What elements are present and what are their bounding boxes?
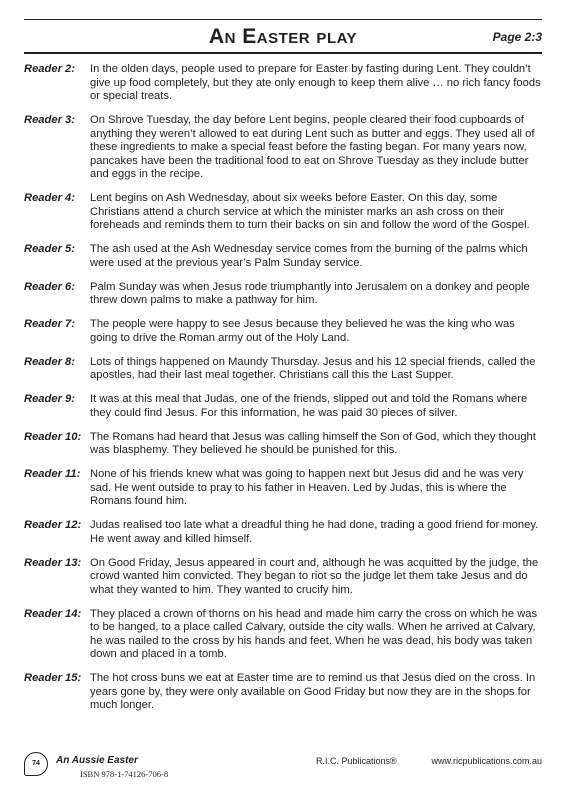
header [24,21,542,49]
reader-entry [24,63,542,104]
reader-line: They placed a crown of thorns on his head and made him carry the cross on which he was to be hanged, to a place called Calvary, outside the city walls. When he arrived at Calvary, he was nailed to the cross by his hands and feet. When he was dead, his body was taken down and placed in a tomb. [90,607,538,660]
reader-line: The people were happy to see Jesus because they believed he was the king who was going to drive the Roman army out of the Holy Land. [90,318,515,344]
reader-line: Lots of things happened on Maundy Thursday. Jesus and his 12 special friends, called the apostles, had their last meal together. Christians call this the Last Supper. [90,355,536,381]
page-title: An Easter play [208,25,358,48]
reader-line: On Good Friday, Jesus appeared in court and, although he was acquitted by the judge, the crowd wanted him convicted. They began to riot so the judge let them take Jesus and do what they wanted to him. They wanted to crucify him. [90,556,539,596]
reader-line: The ash used at the Ash Wednesday service comes from the burning of the palms which were used at the previous year’s Palm Sunday service. [90,243,528,269]
reader-entry [24,318,542,345]
reader-line: Lent begins on Ash Wednesday, about six weeks before Easter. On this day, some Christians attend a church service at which the minister marks an ash cross on their foreheads and reminds them to turn their backs on sin and follow the word of the Gospel. [90,192,530,231]
page-number: 74 [24,752,48,776]
page-reference: Page 2:3 [492,30,542,44]
reader-entry [24,519,542,546]
reader-label: Reader 15: [24,672,82,684]
reader-line: It was at this meal that Judas, one of the friends, slipped out and told the Romans where they could find Jesus. For this information, he was paid 30 pieces of silver. [90,393,528,419]
reader-entry [24,431,542,458]
reader-label: Reader 10: [24,430,82,443]
reader-label: Reader 6: [24,280,75,293]
reader-entry [24,557,542,598]
book-title: An Aussie Easter [56,755,138,766]
reader-line: Palm Sunday was when Jesus rode triumphantly into Jerusalem on a donkey and people threw down palms to make a pathway for him. [90,280,530,306]
reader-entry [24,608,542,662]
website: www.ricpublications.com.au [431,756,542,766]
reader-entry [24,281,542,308]
reader-line: The hot cross buns we eat at Easter time are to remind us that Jesus died on the cross. In years gone by, they were only available on Good Friday but now they are in the shops for much longer. [90,672,536,711]
top-rule [24,19,542,20]
reader-entry [24,192,542,233]
isbn: ISBN 978-1-74126-706-8 [80,769,169,779]
reader-entry [24,356,542,383]
reader-label: Reader 8: [24,355,75,368]
reader-label: Reader 2: [24,63,75,75]
reader-line: On Shrove Tuesday, the day before Lent begins, people cleared their food cupboards of anything they weren’t allowed to eat during Lent such as butter and eggs. They used all of these ingredients to make a special feast before the fasting began. For many years now, pancakes have been the traditional food to eat on Shrove Tuesday as they include butter and eggs in the recipe. [90,114,535,180]
reader-label: Reader 11: [24,468,81,480]
reader-entry [24,243,542,270]
reader-label: Reader 9: [24,393,75,405]
script-body [24,63,542,723]
reader-label: Reader 14: [24,607,82,620]
publisher: R.I.C. Publications® [316,756,397,766]
reader-entry [24,393,542,420]
reader-label: Reader 12: [24,519,82,531]
reader-line: None of his friends knew what was going to happen next but Jesus did and he was very sad. He went outside to pray to his father in Heaven. Led by Judas, this is where the Romans found him. [90,468,524,507]
reader-label: Reader 4: [24,192,75,204]
footer [24,752,542,792]
reader-label: Reader 3: [24,114,75,126]
reader-line: In the olden days, people used to prepare for Easter by fasting during Lent. They couldn’t give up food completely, but they ate only enough to keep them alive … no rich fancy foods or special treats. [90,63,541,102]
title-rule [24,52,542,54]
reader-label: Reader 7: [24,318,75,330]
reader-label: Reader 5: [24,243,75,255]
reader-entry [24,114,542,182]
reader-label: Reader 13: [24,556,82,569]
reader-line: The Romans had heard that Jesus was calling himself the Son of God, which they thought was blasphemy. They believed he should be punished for this. [90,430,536,456]
reader-line: Judas realised too late what a dreadful thing he had done, trading a good friend for money. He went away and killed himself. [90,519,539,545]
reader-entry [24,468,542,509]
reader-entry [24,672,542,713]
